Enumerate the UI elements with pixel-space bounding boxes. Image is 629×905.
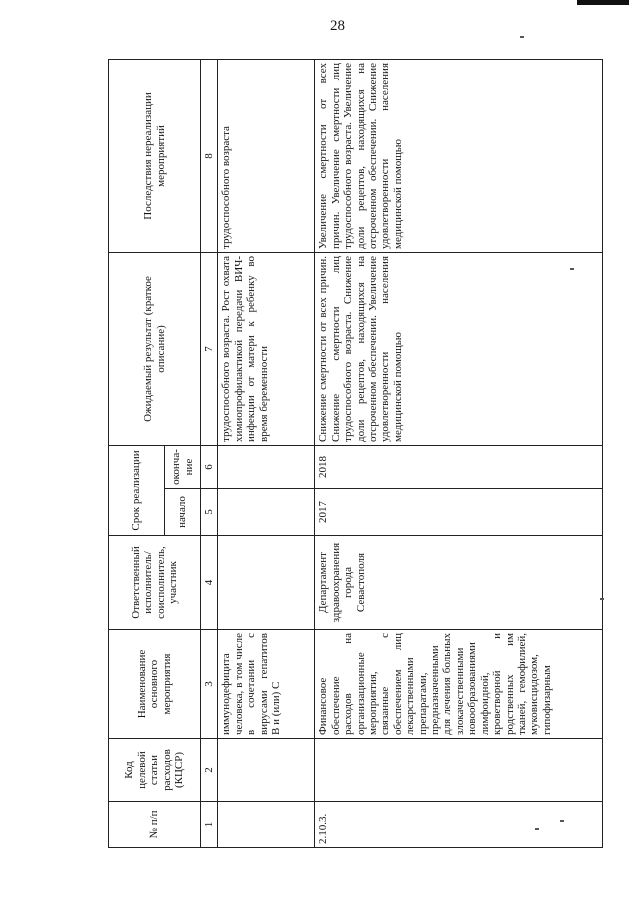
row-consequences: Увеличение смертности от всех причин. Увеличение смертности лиц трудоспособного возраста. Увеличение доли рецептов, находящихся на отсроченном обеспечении. Снижение удовлетворенности населения медицинской помощью [315, 59, 603, 252]
column-number: 7 [201, 252, 218, 445]
column-number: 1 [201, 802, 218, 848]
column-number: 6 [201, 445, 218, 488]
row-consequences: трудоспособного возраста [218, 59, 315, 252]
column-number: 8 [201, 59, 218, 252]
column-number: 2 [201, 739, 218, 802]
table-row [315, 59, 603, 847]
row-responsible: Департамент здравоохранения города Севастополя [315, 536, 603, 630]
row-code [218, 739, 315, 802]
column-number: 5 [201, 489, 218, 536]
table-row [218, 59, 315, 847]
row-responsible [218, 536, 315, 630]
scan-speck [600, 598, 604, 600]
scan-speck [535, 828, 539, 830]
scan-speck [560, 820, 564, 822]
header-code: Код целевой статьи расходов (КЦСР) [109, 739, 201, 802]
header-end: оконча-ние [165, 445, 201, 488]
row-result: Снижение смертности от всех причин. Снижение смертности лиц трудоспособного возраста. Снижение доли рецептов, находящихся на отсроченном обеспечении. Увеличение удовлетворенности населения медицинской помощью [315, 252, 603, 445]
header-name: Наименование основного мероприятия [109, 630, 201, 739]
row-result: трудоспособного возраста. Рост охвата химиопрофилактикой передачи ВИЧ-инфекции от матери к ребенку во время беременности [218, 252, 315, 445]
column-number: 4 [201, 536, 218, 630]
measures-table [108, 59, 603, 848]
header-result: Ожидаемый результат (краткое описание) [109, 252, 201, 445]
header-start: начало [165, 489, 201, 536]
column-number: 3 [201, 630, 218, 739]
row-name: Финансовое обеспечение расходов на организационные мероприятия, связанные с обеспечением лиц лекарственными препаратами, предназначенными для лечения больных злокачественными новообразованиями лимфоидной, кроветворной и родственных им тканей, гемофилией, муковисцидозом, гипофизарным [315, 630, 603, 739]
header-consequences: Последствия нереализации мероприятий [109, 59, 201, 252]
header-responsible: Ответственный исполнитель/ соисполнитель, участник [109, 536, 201, 630]
header-num: № п/п [109, 802, 201, 848]
row-start [218, 489, 315, 536]
corner-scan-mark [577, 0, 629, 5]
scan-speck [520, 36, 524, 38]
row-code [315, 739, 603, 802]
column-numbers-row [201, 59, 218, 847]
row-end: 2018 [315, 445, 603, 488]
scan-speck [570, 268, 574, 270]
header-period: Срок реализации [109, 445, 165, 535]
row-start: 2017 [315, 489, 603, 536]
row-num: 2.10.3. [315, 802, 603, 848]
rotated-table-container [108, 60, 603, 848]
row-num [218, 802, 315, 848]
page-number: 28 [330, 18, 345, 34]
row-name: иммунодефицита человека, в том числе в сочетании с вирусами гепатитов В и (или) С [218, 630, 315, 739]
row-end [218, 445, 315, 488]
